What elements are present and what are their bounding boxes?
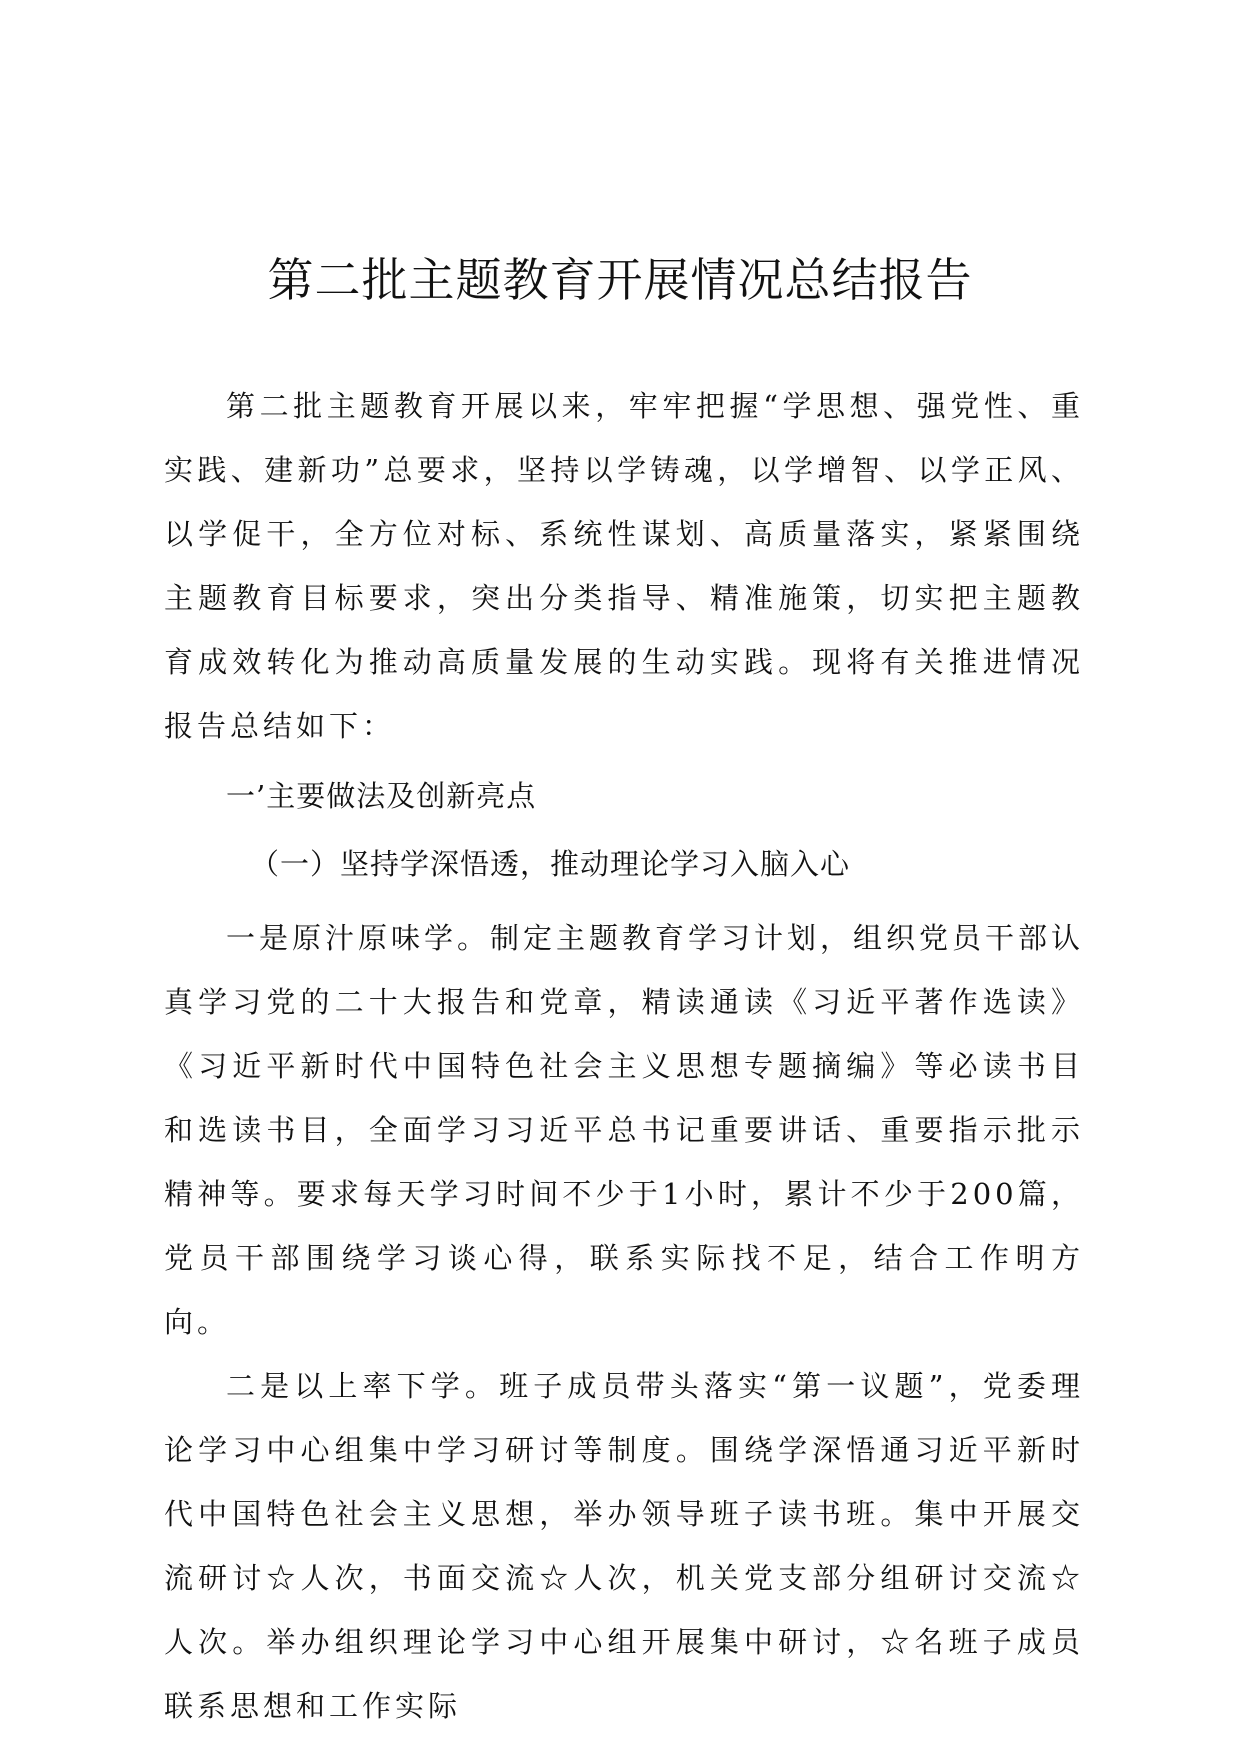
- intro-paragraph: 第二批主题教育开展以来，牢牢把握“学思想、强党性、重实践、建新功”总要求，坚持以学铸魂，以学增智、以学正风、以学促干，全方位对标、系统性谋划、高质量落实，紧紧围绕主题教育目标要求，突出分类指导、精准施策，切实把主题教育成效转化为推动高质量发展的生动实践。现将有关推进情况报告总结如下：: [164, 389, 1084, 743]
- document-body: [164, 374, 1084, 1738]
- point-one-paragraph: 一是原汁原味学。制定主题教育学习计划，组织党员干部认真学习党的二十大报告和党章，精读通读《习近平著作选读》《习近平新时代中国特色社会主义思想专题摘编》等必读书目和选读书目，全面学习习近平总书记重要讲话、重要指示批示精神等。要求每天学习时间不少于1小时，累计不少于200篇，党员干部围绕学习谈心得，联系实际找不足，结合工作明方向。: [164, 921, 1085, 1339]
- document-title: 第二批主题教育开展情况总结报告: [267, 253, 973, 307]
- subsection-heading: （一）坚持学深悟透，推动理论学习入脑入心: [250, 847, 851, 881]
- point-two-paragraph: 二是以上率下学。班子成员带头落实“第一议题”，党委理论学习中心组集中学习研讨等制度。围绕学深悟通习近平新时代中国特色社会主义思想，举办领导班子读书班。集中开展交流研讨☆人次，书面交流☆人次，机关党支部分组研讨交流☆人次。举办组织理论学习中心组开展集中研讨，☆名班子成员联系思想和工作实际: [164, 1369, 1084, 1723]
- section-heading: 一’主要做法及创新亮点: [226, 779, 537, 813]
